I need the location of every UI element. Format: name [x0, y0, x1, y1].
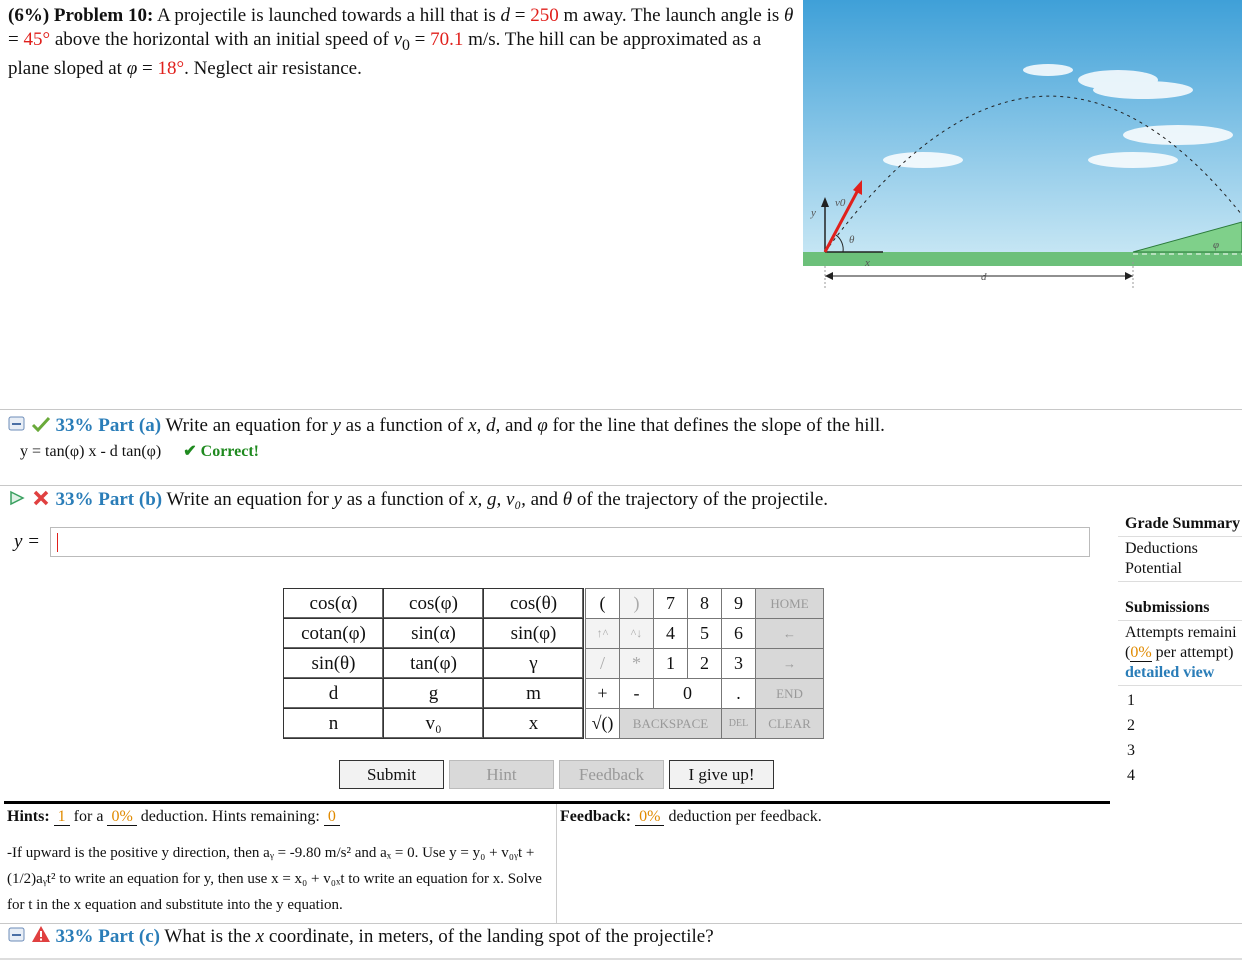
give-up-button[interactable]: I give up! [669, 760, 774, 789]
collapse-icon[interactable] [8, 926, 26, 950]
key-end[interactable]: END [756, 679, 824, 709]
key-tan-phi[interactable]: tan(φ) [384, 649, 484, 679]
part-c-header: 33% Part (c) What is the x coordinate, in meters, of the landing spot of the projectile? [8, 925, 714, 950]
hints-feedback-panel [4, 801, 1110, 923]
slope-value: 18° [157, 57, 185, 79]
key-sqrt[interactable]: √() [586, 709, 620, 739]
x-axis-label: x [865, 257, 870, 269]
key-backspace[interactable]: BACKSPACE [620, 709, 722, 739]
key-3[interactable]: 3 [722, 649, 756, 679]
distance-value: 250 [530, 5, 559, 26]
key-cotan-phi[interactable]: cotan(φ) [284, 619, 384, 649]
part-a-header: 33% Part (a) Write an equation for y as a function of x, d, and φ for the line that defines the slope of the hill. [8, 414, 885, 439]
detailed-view-link[interactable]: detailed view [1125, 664, 1215, 681]
d-label: d [981, 271, 987, 283]
v0-label: v0 [835, 197, 846, 209]
key-sin-alpha[interactable]: sin(α) [384, 619, 484, 649]
key-multiply[interactable]: * [620, 649, 654, 679]
key-divide[interactable]: / [586, 649, 620, 679]
text-caret [57, 533, 58, 552]
key-1[interactable]: 1 [654, 649, 688, 679]
key-4[interactable]: 4 [654, 619, 688, 649]
key-up-power[interactable]: ↑^ [586, 619, 620, 649]
key-cos-alpha[interactable]: cos(α) [284, 589, 384, 619]
key-d[interactable]: d [284, 679, 384, 709]
expand-triangle-icon[interactable] [8, 489, 26, 513]
key-open-paren[interactable]: ( [586, 589, 620, 619]
phi-label: φ [1213, 239, 1220, 251]
key-2[interactable]: 2 [688, 649, 722, 679]
key-6[interactable]: 6 [722, 619, 756, 649]
y-equals-label: y = [14, 531, 41, 552]
y-axis-label: y [811, 207, 816, 219]
key-n[interactable]: n [284, 709, 384, 739]
key-close-paren[interactable]: ) [620, 589, 654, 619]
checkmark-icon [31, 415, 51, 439]
key-x[interactable]: x [484, 709, 584, 739]
submit-button[interactable]: Submit [339, 760, 444, 789]
key-gamma[interactable]: γ [484, 649, 584, 679]
key-left-arrow[interactable]: ← [756, 619, 824, 649]
hints-remaining: 0 [324, 808, 340, 826]
key-g[interactable]: g [384, 679, 484, 709]
key-sin-phi[interactable]: sin(φ) [484, 619, 584, 649]
answer-input[interactable] [50, 527, 1090, 557]
number-keypad [585, 588, 824, 739]
feedback-button[interactable]: Feedback [559, 760, 664, 789]
hint-text: -If upward is the positive y direction, then aᵧ = -9.80 m/s² and aₓ = 0. Use y = y₀ + v₀ᵧt + (1/2)aᵧt² to write an equation for y, then use x = x₀ + v₀ₓt to write an equation for x. Solve for t in the x equation and substitute into the y equation. [7, 845, 542, 913]
speed-value: 70.1 [430, 28, 464, 50]
key-cos-theta[interactable]: cos(θ) [484, 589, 584, 619]
feedback-panel: Feedback: 0% deduction per feedback. [560, 808, 822, 825]
key-9[interactable]: 9 [722, 589, 756, 619]
grade-summary: Grade Summary Deductions Potential Submissions Attempts remaini (0% per attempt) detailed view 1 2 3 4 [1118, 514, 1242, 788]
hints-panel: Hints: 1 for a 0% deduction. Hints remaining: 0 -If upward is the positive y direction, then aᵧ = -9.80 m/s² and aₓ = 0. Use y = y₀ + v₀ᵧt + (1/2)aᵧt² to write an equation for y, then use x = x₀ + v₀ₓt to write an equation for x. Solve for t in the x equation and substitute into the y equation. [4, 804, 557, 923]
part-a-answer: y = tan(φ) x - d tan(φ) ✔ Correct! [20, 443, 259, 460]
part-b-header: 33% Part (b) Write an equation for y as a function of x, g, v₀, and θ of the trajectory of the projectile. [8, 488, 828, 513]
key-7[interactable]: 7 [654, 589, 688, 619]
incorrect-x-icon [31, 489, 51, 513]
key-del[interactable]: DEL [722, 709, 756, 739]
key-plus[interactable]: + [586, 679, 620, 709]
key-m[interactable]: m [484, 679, 584, 709]
key-8[interactable]: 8 [688, 589, 722, 619]
problem-lead: (6%) Problem 10: [8, 5, 154, 26]
symbol-keypad [283, 588, 584, 739]
theta-label: θ [849, 234, 855, 246]
key-decimal[interactable]: . [722, 679, 756, 709]
collapse-icon[interactable] [8, 415, 26, 439]
key-clear[interactable]: CLEAR [756, 709, 824, 739]
key-minus[interactable]: - [620, 679, 654, 709]
key-cos-phi[interactable]: cos(φ) [384, 589, 484, 619]
key-5[interactable]: 5 [688, 619, 722, 649]
key-right-arrow[interactable]: → [756, 649, 824, 679]
problem-statement: (6%) Problem 10: A projectile is launched towards a hill that is d = 250 m away. The launch angle is θ = 45° above the horizontal with an initial speed of $v_0 = 70.1$ m/s. The hill can be approximated as a plane sloped at φ = 18°. Neglect air resistance. [8, 5, 794, 79]
key-0[interactable]: 0 [654, 679, 722, 709]
key-v0[interactable]: v₀ [384, 709, 484, 739]
key-home[interactable]: HOME [756, 589, 824, 619]
correct-badge: ✔ Correct! [183, 443, 259, 460]
grade-summary-title: Grade Summary [1125, 515, 1241, 532]
warning-icon [31, 925, 51, 950]
projectile-figure [803, 0, 1242, 288]
hint-button[interactable]: Hint [449, 760, 554, 789]
key-down-power[interactable]: ^↓ [620, 619, 654, 649]
key-sin-theta[interactable]: sin(θ) [284, 649, 384, 679]
hints-used: 1 [54, 808, 70, 826]
angle-value: 45° [23, 28, 51, 50]
submissions-title: Submissions [1125, 599, 1210, 616]
